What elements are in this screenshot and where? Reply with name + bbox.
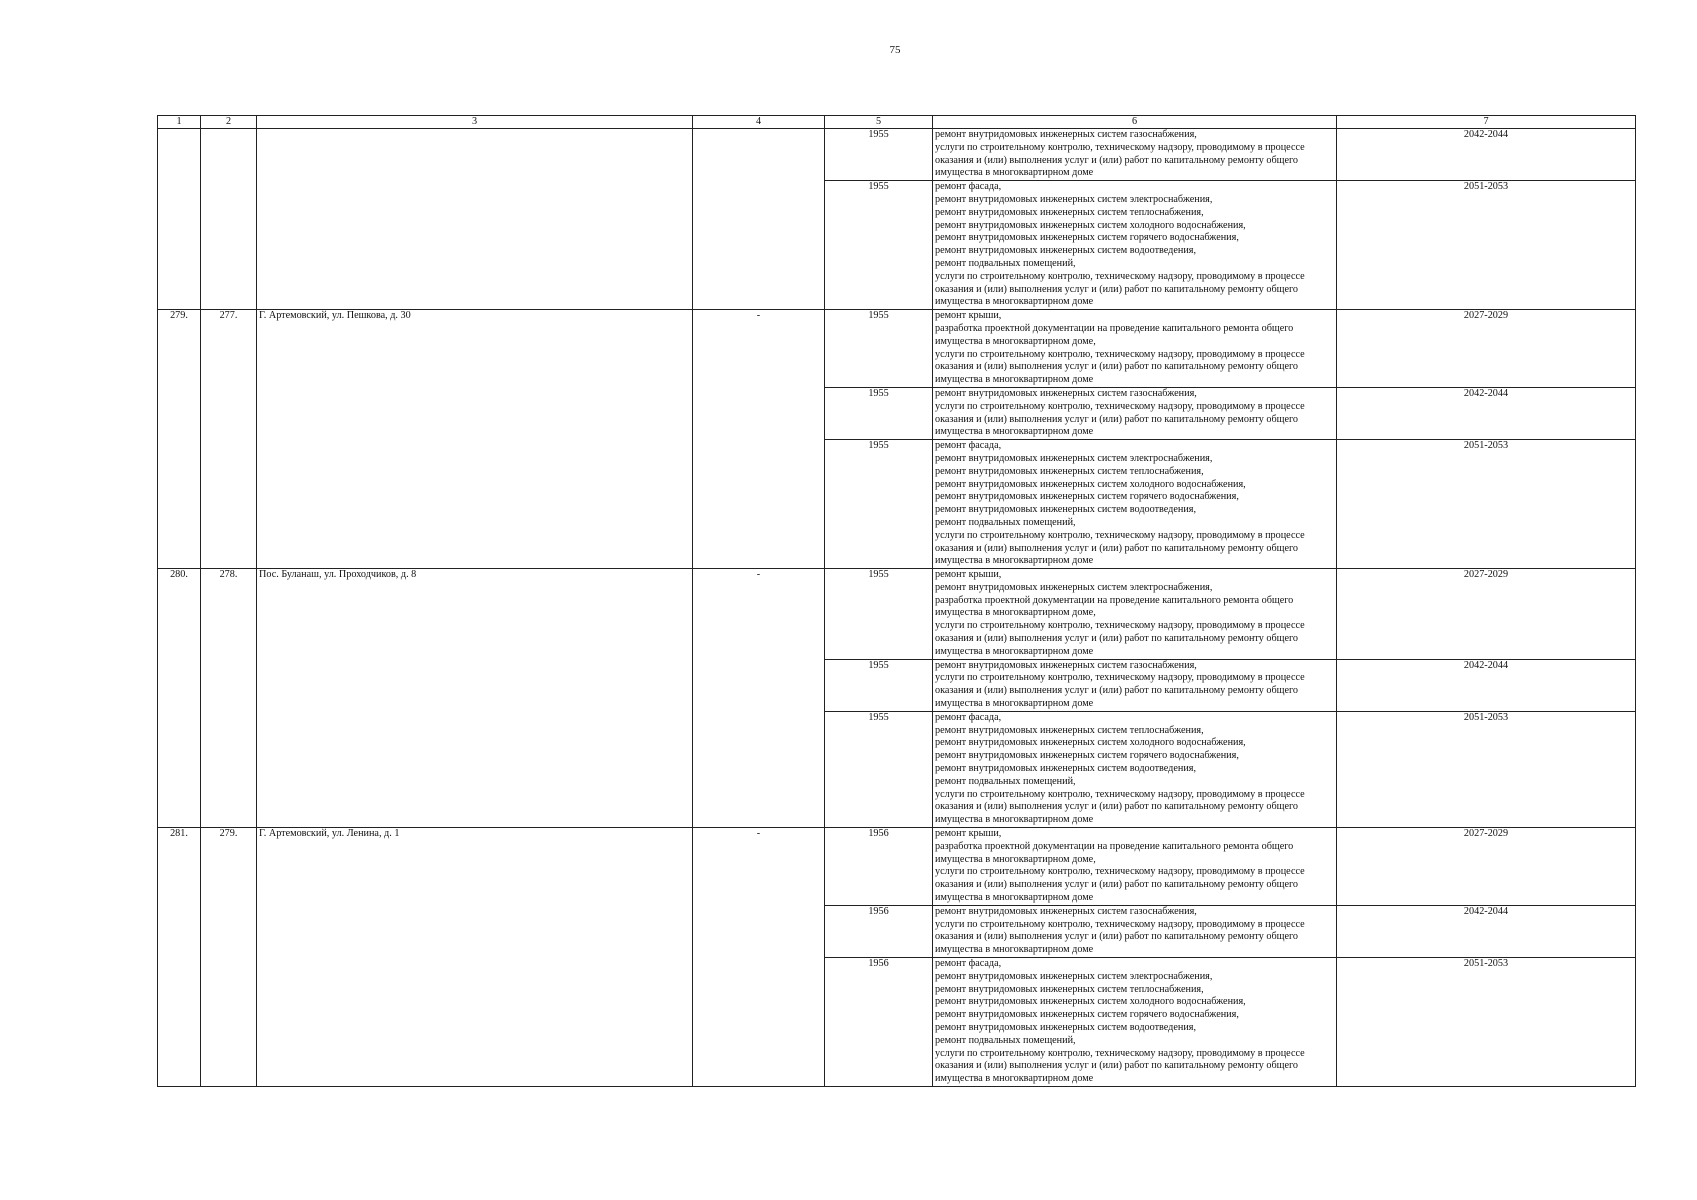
repair-work-line: услуги по строительному контролю, техническому надзору, проводимому в процессе [935,270,1305,282]
header-col-7: 7 [1337,116,1636,129]
repair-work-line: разработка проектной документации на проведение капитального ремонта общего [935,594,1294,606]
house-number: 277. [201,310,257,569]
commissioning-year: 1955 [825,569,933,660]
header-col-2: 2 [201,116,257,129]
repair-period: 2042-2044 [1337,129,1636,181]
header-col-4: 4 [693,116,825,129]
repair-work-line: ремонт фасада, [935,440,1002,452]
house-address [257,129,693,310]
commissioning-year: 1955 [825,181,933,310]
repair-work-line: имущества в многоквартирном доме [935,374,1094,386]
repair-work-line: ремонт внутридомовых инженерных систем газоснабжения, [935,905,1197,917]
house-number: 278. [201,569,257,828]
repair-work-line: оказания и (или) выполнения услуг и (или) работ по капитальному ремонту общего [935,801,1299,813]
repair-work-line: ремонт внутридомовых инженерных систем горячего водоснабжения, [935,491,1239,503]
table-row [158,310,1636,388]
record-number [158,129,201,310]
commissioning-year: 1956 [825,905,933,957]
repair-work-line: имущества в многоквартирном доме [935,814,1094,826]
repair-work-line: ремонт внутридомовых инженерных систем электроснабжения, [935,970,1213,982]
header-row [158,116,1636,129]
repair-work-line: услуги по строительному контролю, техническому надзору, проводимому в процессе [935,400,1305,412]
repair-work-line: ремонт внутридомовых инженерных систем водоотведения, [935,245,1197,257]
repair-work-line: оказания и (или) выполнения услуг и (или) работ по капитальному ремонту общего [935,154,1299,166]
table-row [158,569,1636,660]
repair-work-line: ремонт внутридомовых инженерных систем холодного водоснабжения, [935,996,1246,1008]
repair-work-line: оказания и (или) выполнения услуг и (или) работ по капитальному ремонту общего [935,879,1299,891]
repair-works [933,569,1337,660]
repair-work-line: оказания и (или) выполнения услуг и (или) работ по капитальному ремонту общего [935,413,1299,425]
page-number: 75 [889,44,901,56]
repair-work-line: оказания и (или) выполнения услуг и (или) работ по капитальному ремонту общего [935,361,1299,373]
repair-work-line: имущества в многоквартирном доме [935,167,1094,179]
repair-work-line: имущества в многоквартирном доме [935,892,1094,904]
repair-work-line: ремонт внутридомовых инженерных систем холодного водоснабжения, [935,219,1246,231]
repair-work-line: оказания и (или) выполнения услуг и (или) работ по капитальному ремонту общего [935,283,1299,295]
repair-work-line: ремонт внутридомовых инженерных систем водоотведения, [935,1021,1197,1033]
repair-work-line: оказания и (или) выполнения услуг и (или) работ по капитальному ремонту общего [935,1060,1299,1072]
record-number: 279. [158,310,201,569]
capital-repair-table [157,115,1636,1087]
repair-period: 2042-2044 [1337,905,1636,957]
repair-work-line: ремонт внутридомовых инженерных систем теплоснабжения, [935,206,1204,218]
repair-work-line: имущества в многоквартирном доме [935,698,1094,710]
repair-work-line: ремонт внутридомовых инженерных систем газоснабжения, [935,129,1197,140]
repair-work-line: разработка проектной документации на проведение капитального ремонта общего [935,840,1294,852]
repair-period: 2042-2044 [1337,659,1636,711]
repair-works [933,828,1337,906]
repair-period: 2051-2053 [1337,711,1636,827]
repair-work-line: услуги по строительному контролю, техническому надзору, проводимому в процессе [935,866,1305,878]
repair-work-line: ремонт внутридомовых инженерных систем электроснабжения, [935,452,1213,464]
repair-works [933,181,1337,310]
repair-work-line: имущества в многоквартирном доме, [935,853,1096,865]
repair-work-line: ремонт подвальных помещений, [935,1034,1076,1046]
repair-work-line: услуги по строительному контролю, техническому надзору, проводимому в процессе [935,1047,1305,1059]
record-number: 280. [158,569,201,828]
repair-work-line: услуги по строительному контролю, техническому надзору, проводимому в процессе [935,918,1305,930]
repair-work-line: ремонт внутридомовых инженерных систем теплоснабжения, [935,465,1204,477]
commissioning-year: 1955 [825,659,933,711]
house-address: Пос. Буланаш, ул. Проходчиков, д. 8 [257,569,693,828]
repair-work-line: имущества в многоквартирном доме [935,645,1094,657]
repair-period: 2051-2053 [1337,958,1636,1087]
repair-works [933,905,1337,957]
repair-work-line: имущества в многоквартирном доме [935,296,1094,308]
repair-works [933,711,1337,827]
repair-period: 2027-2029 [1337,310,1636,388]
header-col-3: 3 [257,116,693,129]
repair-period: 2051-2053 [1337,181,1636,310]
repair-works [933,958,1337,1087]
repair-work-line: оказания и (или) выполнения услуг и (или) работ по капитальному ремонту общего [935,542,1299,554]
repair-work-line: ремонт внутридомовых инженерных систем холодного водоснабжения, [935,737,1246,749]
repair-work-line: услуги по строительному контролю, техническому надзору, проводимому в процессе [935,529,1305,541]
house-address: Г. Артемовский, ул. Пешкова, д. 30 [257,310,693,569]
repair-work-line: ремонт подвальных помещений, [935,775,1076,787]
commissioning-year: 1956 [825,828,933,906]
repair-period: 2027-2029 [1337,828,1636,906]
column-4-value [693,129,825,310]
header-col-5: 5 [825,116,933,129]
column-4-value: - [693,569,825,828]
repair-work-line: оказания и (или) выполнения услуг и (или) работ по капитальному ремонту общего [935,633,1299,645]
repair-work-line: оказания и (или) выполнения услуг и (или) работ по капитальному ремонту общего [935,931,1299,943]
commissioning-year: 1955 [825,129,933,181]
repair-work-line: ремонт внутридомовых инженерных систем холодного водоснабжения, [935,478,1246,490]
repair-work-line: услуги по строительному контролю, техническому надзору, проводимому в процессе [935,672,1305,684]
repair-work-line: имущества в многоквартирном доме [935,426,1094,438]
repair-work-line: ремонт подвальных помещений, [935,257,1076,269]
repair-work-line: имущества в многоквартирном доме [935,555,1094,567]
commissioning-year: 1955 [825,387,933,439]
repair-work-line: оказания и (или) выполнения услуг и (или) работ по капитальному ремонту общего [935,685,1299,697]
repair-work-line: ремонт фасада, [935,711,1002,723]
repair-works [933,659,1337,711]
repair-work-line: ремонт внутридомовых инженерных систем электроснабжения, [935,581,1213,593]
commissioning-year: 1956 [825,958,933,1087]
table-row [158,828,1636,906]
repair-works [933,129,1337,181]
repair-work-line: ремонт внутридомовых инженерных систем газоснабжения, [935,659,1197,671]
repair-work-line: ремонт внутридомовых инженерных систем водоотведения, [935,504,1197,516]
header-col-1: 1 [158,116,201,129]
repair-works [933,440,1337,569]
repair-work-line: ремонт подвальных помещений, [935,516,1076,528]
commissioning-year: 1955 [825,440,933,569]
repair-work-line: ремонт внутридомовых инженерных систем газоснабжения, [935,387,1197,399]
repair-work-line: ремонт внутридомовых инженерных систем водоотведения, [935,763,1197,775]
repair-work-line: имущества в многоквартирном доме [935,944,1094,956]
repair-period: 2042-2044 [1337,387,1636,439]
repair-work-line: услуги по строительному контролю, техническому надзору, проводимому в процессе [935,620,1305,632]
house-address: Г. Артемовский, ул. Ленина, д. 1 [257,828,693,1087]
commissioning-year: 1955 [825,310,933,388]
repair-work-line: ремонт внутридомовых инженерных систем горячего водоснабжения, [935,750,1239,762]
repair-work-line: ремонт внутридомовых инженерных систем горячего водоснабжения, [935,1009,1239,1021]
repair-work-line: ремонт внутридомовых инженерных систем теплоснабжения, [935,724,1204,736]
repair-period: 2027-2029 [1337,569,1636,660]
repair-work-line: ремонт внутридомовых инженерных систем горячего водоснабжения, [935,232,1239,244]
column-4-value: - [693,310,825,569]
house-number [201,129,257,310]
column-4-value: - [693,828,825,1087]
repair-work-line: ремонт крыши, [935,828,1002,840]
record-number: 281. [158,828,201,1087]
repair-work-line: ремонт крыши, [935,569,1002,581]
repair-works [933,387,1337,439]
repair-work-line: услуги по строительному контролю, техническому надзору, проводимому в процессе [935,348,1305,360]
house-number: 279. [201,828,257,1087]
table-body [158,129,1636,1087]
repair-work-line: разработка проектной документации на проведение капитального ремонта общего [935,322,1294,334]
repair-work-line: услуги по строительному контролю, техническому надзору, проводимому в процессе [935,788,1305,800]
table-row [158,129,1636,181]
commissioning-year: 1955 [825,711,933,827]
repair-work-line: ремонт крыши, [935,310,1002,322]
repair-work-line: ремонт фасада, [935,181,1002,193]
repair-work-line: имущества в многоквартирном доме, [935,607,1096,619]
repair-work-line: ремонт внутридомовых инженерных систем теплоснабжения, [935,983,1204,995]
header-col-6: 6 [933,116,1337,129]
repair-work-line: услуги по строительному контролю, техническому надзору, проводимому в процессе [935,141,1305,153]
repair-work-line: имущества в многоквартирном доме, [935,335,1096,347]
repair-period: 2051-2053 [1337,440,1636,569]
repair-work-line: имущества в многоквартирном доме [935,1073,1094,1085]
repair-works [933,310,1337,388]
repair-work-line: ремонт внутридомовых инженерных систем электроснабжения, [935,193,1213,205]
repair-work-line: ремонт фасада, [935,958,1002,969]
